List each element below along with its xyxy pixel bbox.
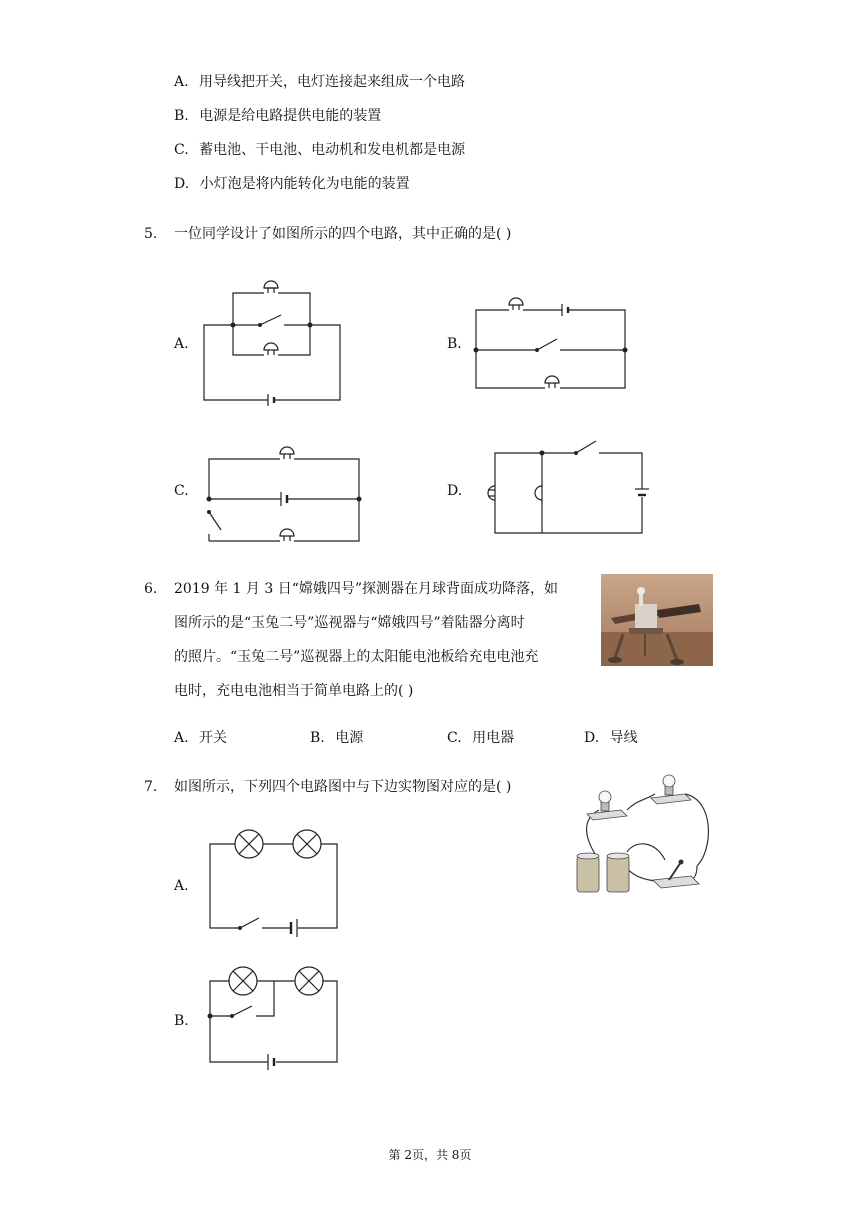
q6-option-b	[310, 729, 363, 747]
q4-option-b	[174, 107, 381, 125]
q6-option-a	[174, 729, 227, 747]
q5-label-b: B.	[447, 336, 462, 352]
option-letter: D.	[174, 176, 190, 192]
q4-option-a	[174, 73, 465, 91]
option-letter: C.	[447, 730, 462, 746]
q5-stem: 一位同学设计了如图所示的四个电路，其中正确的是( )	[174, 226, 512, 242]
apparatus-photo	[565, 770, 725, 905]
option-text: 电源是给电路提供电能的装置	[199, 108, 382, 124]
q5-label-c: C.	[174, 483, 189, 499]
lunar-rover-photo	[601, 574, 713, 666]
q4-option-c	[174, 141, 465, 159]
q7-stem: 如图所示，下列四个电路图中与下边实物图对应的是( )	[174, 779, 512, 795]
q6-line-2: 图所示的是“玉兔二号”巡视器与“嫦娥四号”着陆器分离时	[174, 615, 525, 631]
option-text: 用导线把开关，电灯连接起来组成一个电路	[199, 74, 466, 90]
q6-option-c	[447, 729, 514, 747]
q5-label-d: D.	[447, 483, 463, 499]
option-text: 用电器	[472, 730, 515, 746]
page-footer: 第 2页，共 8页	[388, 1148, 472, 1162]
q6-option-d	[584, 729, 638, 747]
option-text: 电源	[335, 730, 364, 746]
option-letter: A.	[174, 730, 189, 746]
q5-number: 5.	[144, 226, 158, 242]
q6-line-4: 电时，充电电池相当于简单电路上的( )	[174, 683, 414, 699]
q5-label-a: A.	[174, 336, 189, 352]
q7-label-a: A.	[174, 878, 189, 894]
option-text: 小灯泡是将内能转化为电能的装置	[199, 176, 410, 192]
option-text: 导线	[609, 730, 638, 746]
q6-line-3: 的照片。“玉兔二号”巡视器上的太阳能电池板给充电电池充	[174, 649, 539, 665]
q7-label-b: B.	[174, 1013, 189, 1029]
option-letter: A.	[174, 74, 189, 90]
q6-number: 6.	[144, 581, 158, 597]
option-letter: D.	[584, 730, 600, 746]
option-letter: C.	[174, 142, 189, 158]
q4-option-d	[174, 175, 410, 193]
option-letter: B.	[310, 730, 325, 746]
option-letter: B.	[174, 108, 189, 124]
q7-number: 7.	[144, 779, 158, 795]
option-text: 蓄电池、干电池、电动机和发电机都是电源	[199, 142, 466, 158]
q6-line-1: 2019 年 1 月 3 日“嫦娥四号”探测器在月球背面成功降落，如	[174, 581, 559, 597]
option-text: 开关	[199, 730, 228, 746]
